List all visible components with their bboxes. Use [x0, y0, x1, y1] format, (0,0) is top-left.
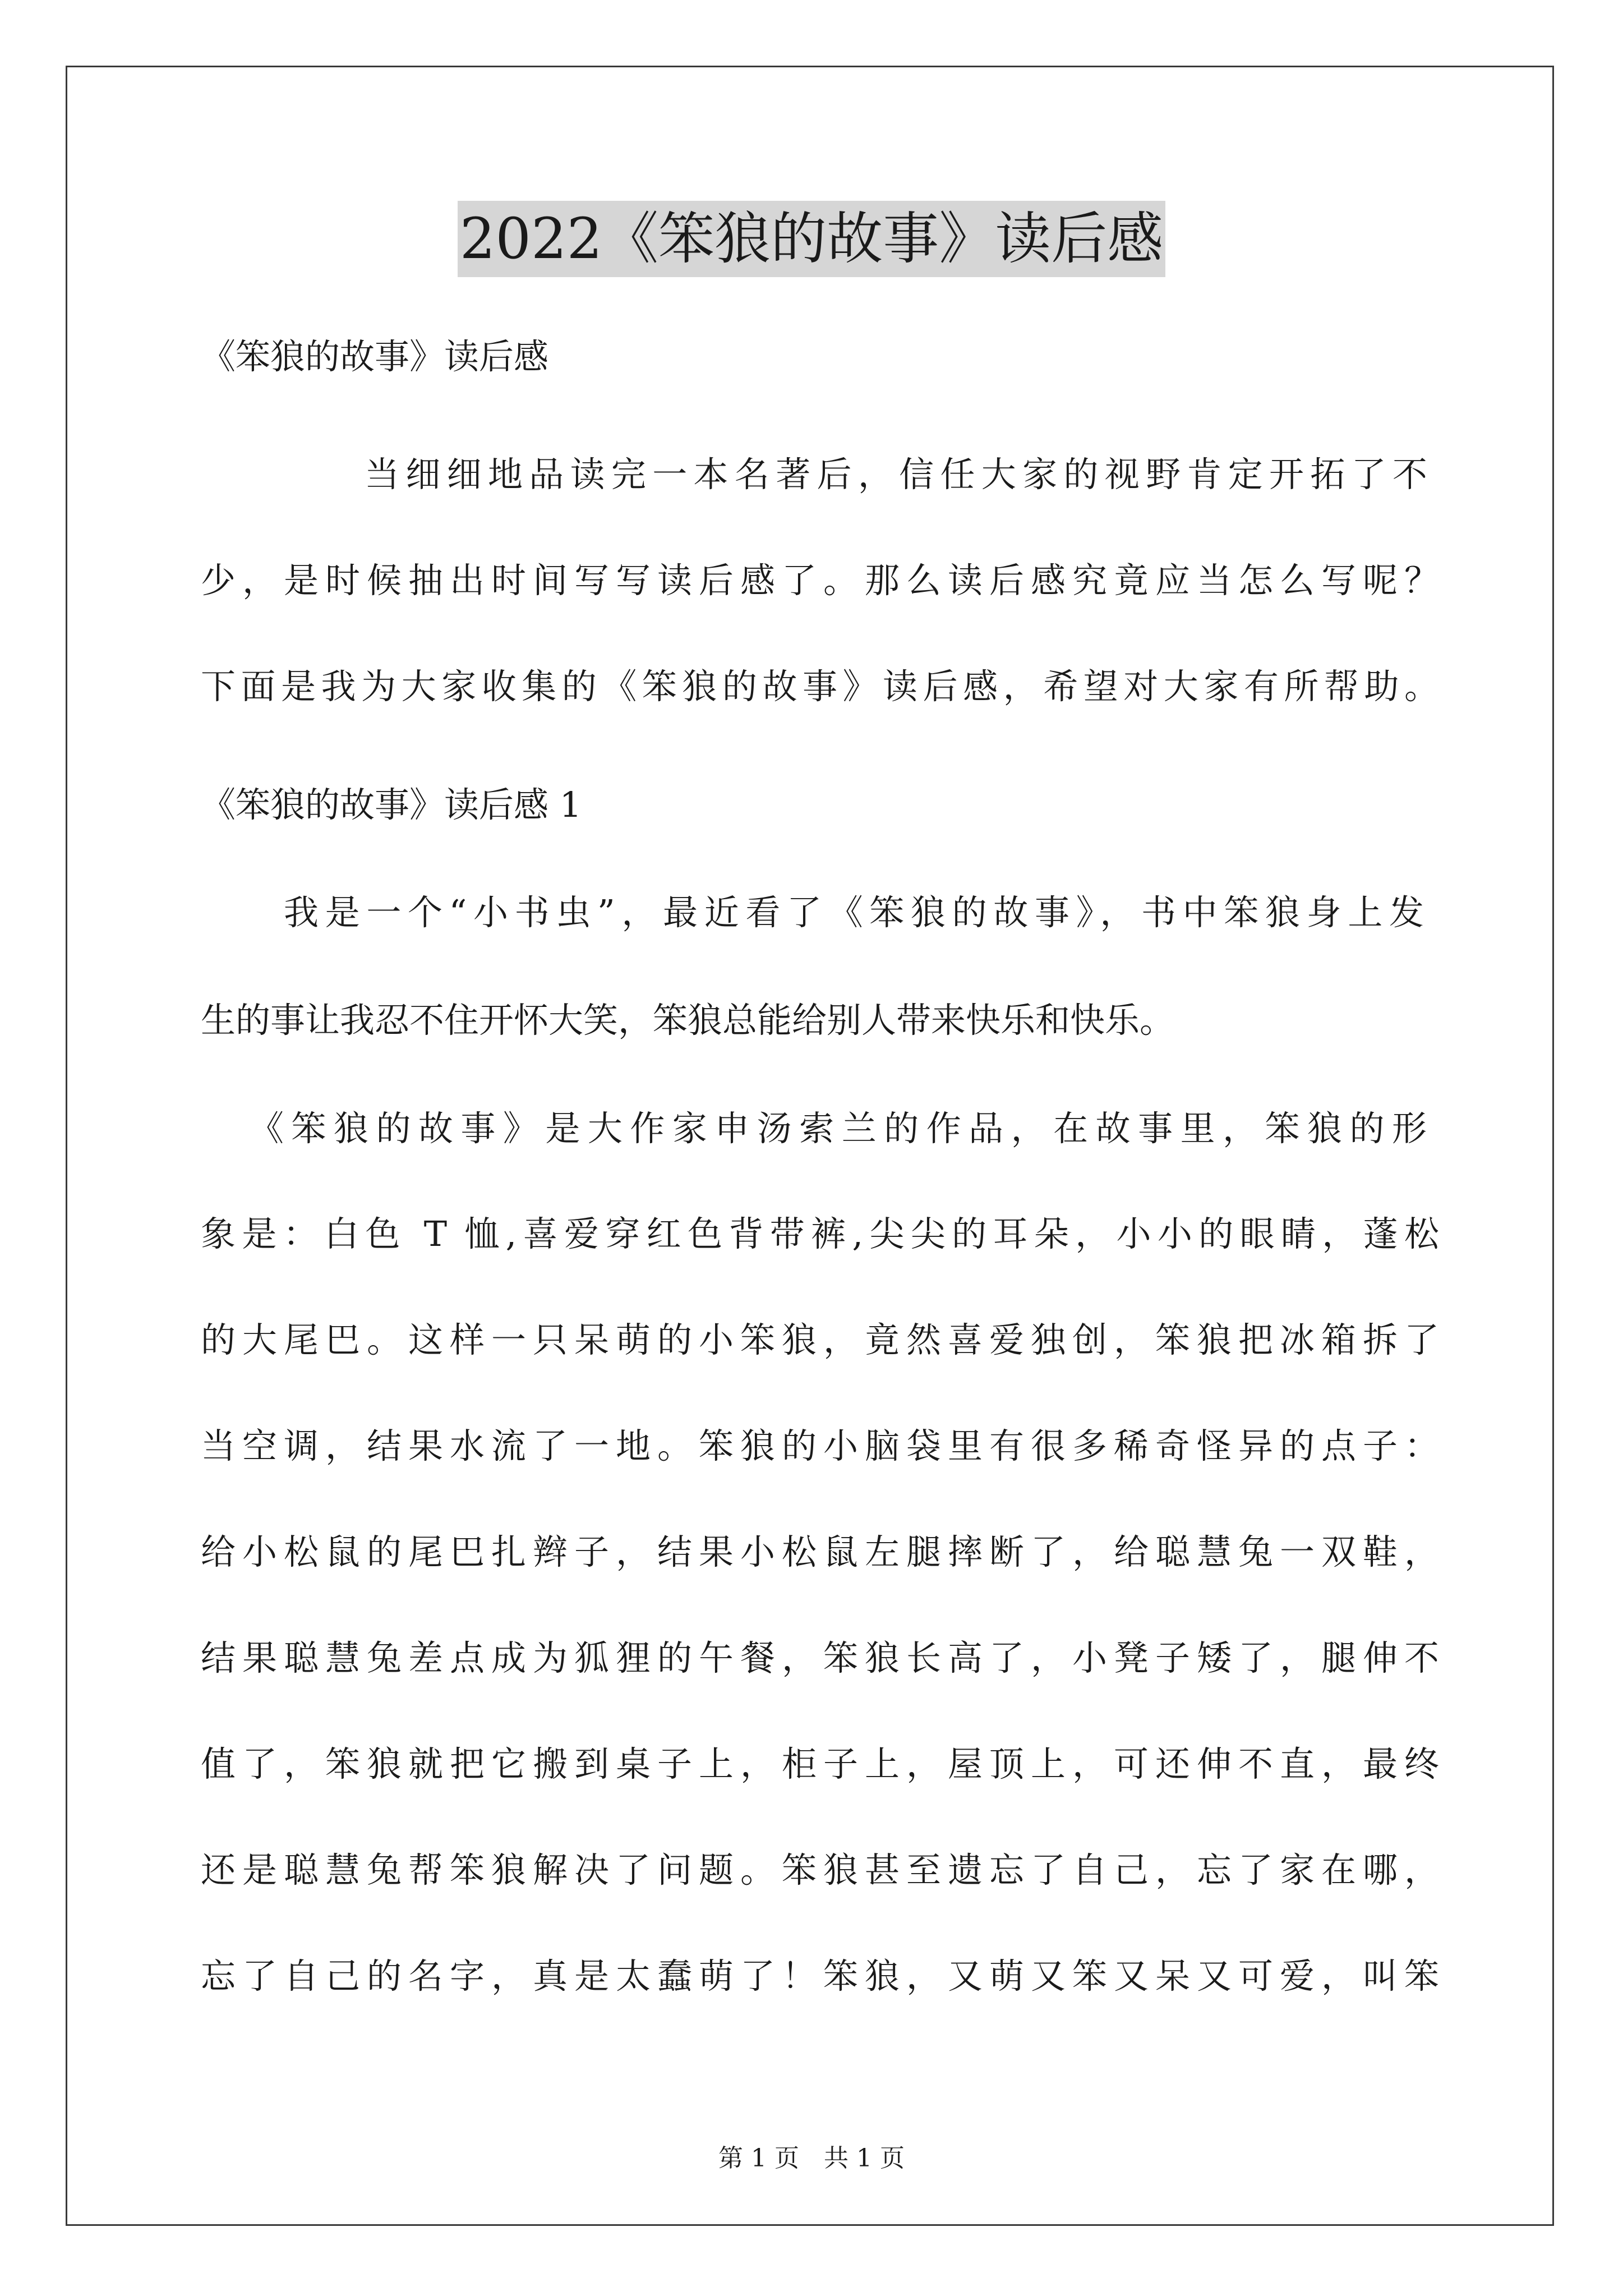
document-title-text: 2022《笨狼的故事》读后感 [458, 201, 1166, 277]
intro-line-3: 下面是我为大家收集的《笨狼的故事》读后感，希望对大家有所帮助。 [201, 666, 1439, 707]
paragraph2-line-8: 还是聪慧兔帮笨狼解决了问题。笨狼甚至遗忘了自己，忘了家在哪， [201, 1849, 1439, 1890]
section-heading: 《笨狼的故事》读后感 1 [201, 784, 582, 825]
subtitle: 《笨狼的故事》读后感 [201, 336, 549, 377]
paragraph2-line-7: 值了，笨狼就把它搬到桌子上，柜子上，屋顶上，可还伸不直，最终 [201, 1743, 1439, 1784]
intro-line-2: 少，是时候抽出时间写写读后感了。那么读后感究竟应当怎么写呢？ [201, 560, 1439, 601]
paragraph2-line-9: 忘了自己的名字，真是太蠢萌了！笨狼，又萌又笨又呆又可爱，叫笨 [201, 1955, 1439, 1996]
page-indicator: 第 1 页 共 1 页 [718, 2144, 905, 2173]
paragraph2-line-4: 当空调，结果水流了一地。笨狼的小脑袋里有很多稀奇怪异的点子： [201, 1425, 1439, 1466]
document-title [0, 201, 1623, 277]
paragraph1-line-2: 生的事让我忍不住开怀大笑，笨狼总能给别人带来快乐和快乐。 [201, 1000, 1175, 1041]
paragraph1-line-1: 我是一个“小书虫”，最近看了《笨狼的故事》，书中笨狼身上发 [284, 892, 1424, 933]
paragraph2-line-1: 《笨狼的故事》是大作家申汤索兰的作品，在故事里，笨狼的形 [249, 1108, 1427, 1149]
paragraph2-line-2: 象是：白色 T 恤,喜爱穿红色背带裤,尖尖的耳朵，小小的眼睛，蓬松 [201, 1213, 1439, 1254]
intro-line-1: 当细细地品读完一本名著后，信任大家的视野肯定开拓了不 [365, 454, 1427, 495]
paragraph2-line-5: 给小松鼠的尾巴扎辫子，结果小松鼠左腿摔断了，给聪慧兔一双鞋， [201, 1531, 1439, 1572]
paragraph2-line-6: 结果聪慧兔差点成为狐狸的午餐，笨狼长高了，小凳子矮了，腿伸不 [201, 1637, 1439, 1678]
paragraph2-line-3: 的大尾巴。这样一只呆萌的小笨狼，竟然喜爱独创，笨狼把冰箱拆了 [201, 1319, 1439, 1360]
